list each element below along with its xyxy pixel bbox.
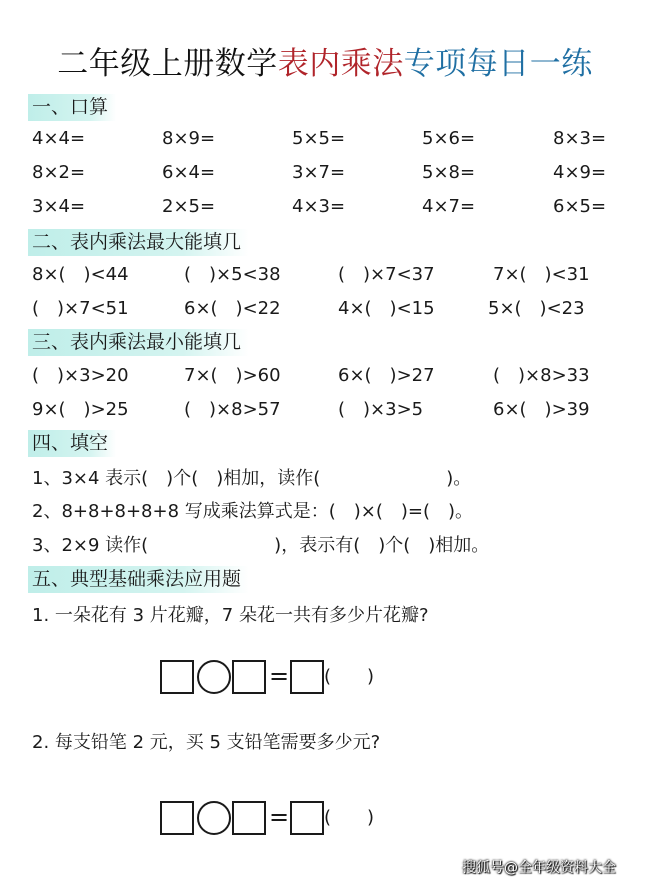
inequality-problem: ( )×3>20 [32,365,129,386]
math-problem: 5×6= [422,128,476,149]
math-problem: 2×5= [162,196,216,217]
max-fill-row [0,294,650,324]
inequality-problem: 4×( )<15 [338,298,435,319]
equals-sign: = [269,662,290,690]
unit-parentheses: ( ) [324,807,375,828]
fill-blank-item: 3、2×9 读作( )，表示有( )个( )相加。 [32,535,490,556]
min-fill-row [0,361,650,391]
mental-math-row [0,158,650,188]
inequality-problem: ( )×5<38 [184,264,281,285]
title-practice: 专项每日一练 [403,46,593,82]
math-problem: 6×4= [162,162,216,183]
title-grade: 二年级上册数学 [57,46,278,82]
fill-blank-item: 2、8+8+8+8+8 写成乘法算式是：( )×( )=( )。 [32,501,474,522]
equals-sign: = [269,803,290,831]
inequality-problem: ( )×8>57 [184,399,281,420]
math-problem: 8×3= [553,128,607,149]
math-problem: 4×9= [553,162,607,183]
math-problem: 3×4= [32,196,86,217]
operator-circle [197,660,231,694]
max-fill-row [0,260,650,290]
answer-box [290,660,324,694]
page-title [0,40,650,88]
section-heading-word-problems: 五、典型基础乘法应用题 [28,566,249,593]
math-problem: 3×7= [292,162,346,183]
math-problem: 5×8= [422,162,476,183]
word-problem-question: 1. 一朵花有 3 片花瓣，7 朵花一共有多少片花瓣? [32,605,429,626]
inequality-problem: ( )×8>33 [493,365,590,386]
inequality-problem: 6×( )>27 [338,365,435,386]
mental-math-row [0,192,650,222]
inequality-problem: 7×( )<31 [493,264,590,285]
math-problem: 6×5= [553,196,607,217]
word-problem-question: 2. 每支铅笔 2 元，买 5 支铅笔需要多少元? [32,732,381,753]
math-problem: 4×7= [422,196,476,217]
watermark: 搜狐号@全年级资料大全 [462,860,616,876]
answer-box [232,660,266,694]
inequality-problem: 6×( )>39 [493,399,590,420]
inequality-problem: 8×( )<44 [32,264,129,285]
inequality-problem: 6×( )<22 [184,298,281,319]
inequality-problem: 5×( )<23 [488,298,585,319]
inequality-problem: ( )×7<51 [32,298,129,319]
math-problem: 8×2= [32,162,86,183]
title-topic: 表内乘法 [277,46,404,82]
operator-circle [197,801,231,835]
inequality-problem: ( )×3>5 [338,399,424,420]
section-heading-fill-blanks: 四、填空 [28,430,116,457]
section-heading-mental-math: 一、口算 [28,94,116,121]
math-problem: 5×5= [292,128,346,149]
answer-box [160,660,194,694]
math-problem: 4×3= [292,196,346,217]
unit-parentheses: ( ) [324,666,375,687]
answer-box [290,801,324,835]
min-fill-row [0,395,650,425]
section-heading-max-fill: 二、表内乘法最大能填几 [28,229,249,256]
answer-box [160,801,194,835]
inequality-problem: ( )×7<37 [338,264,435,285]
math-problem: 4×4= [32,128,86,149]
mental-math-row [0,124,650,154]
math-problem: 8×9= [162,128,216,149]
answer-box [232,801,266,835]
inequality-problem: 9×( )>25 [32,399,129,420]
inequality-problem: 7×( )>60 [184,365,281,386]
section-heading-min-fill: 三、表内乘法最小能填几 [28,329,249,356]
fill-blank-item: 1、3×4 表示( )个( )相加，读作( )。 [32,468,472,489]
